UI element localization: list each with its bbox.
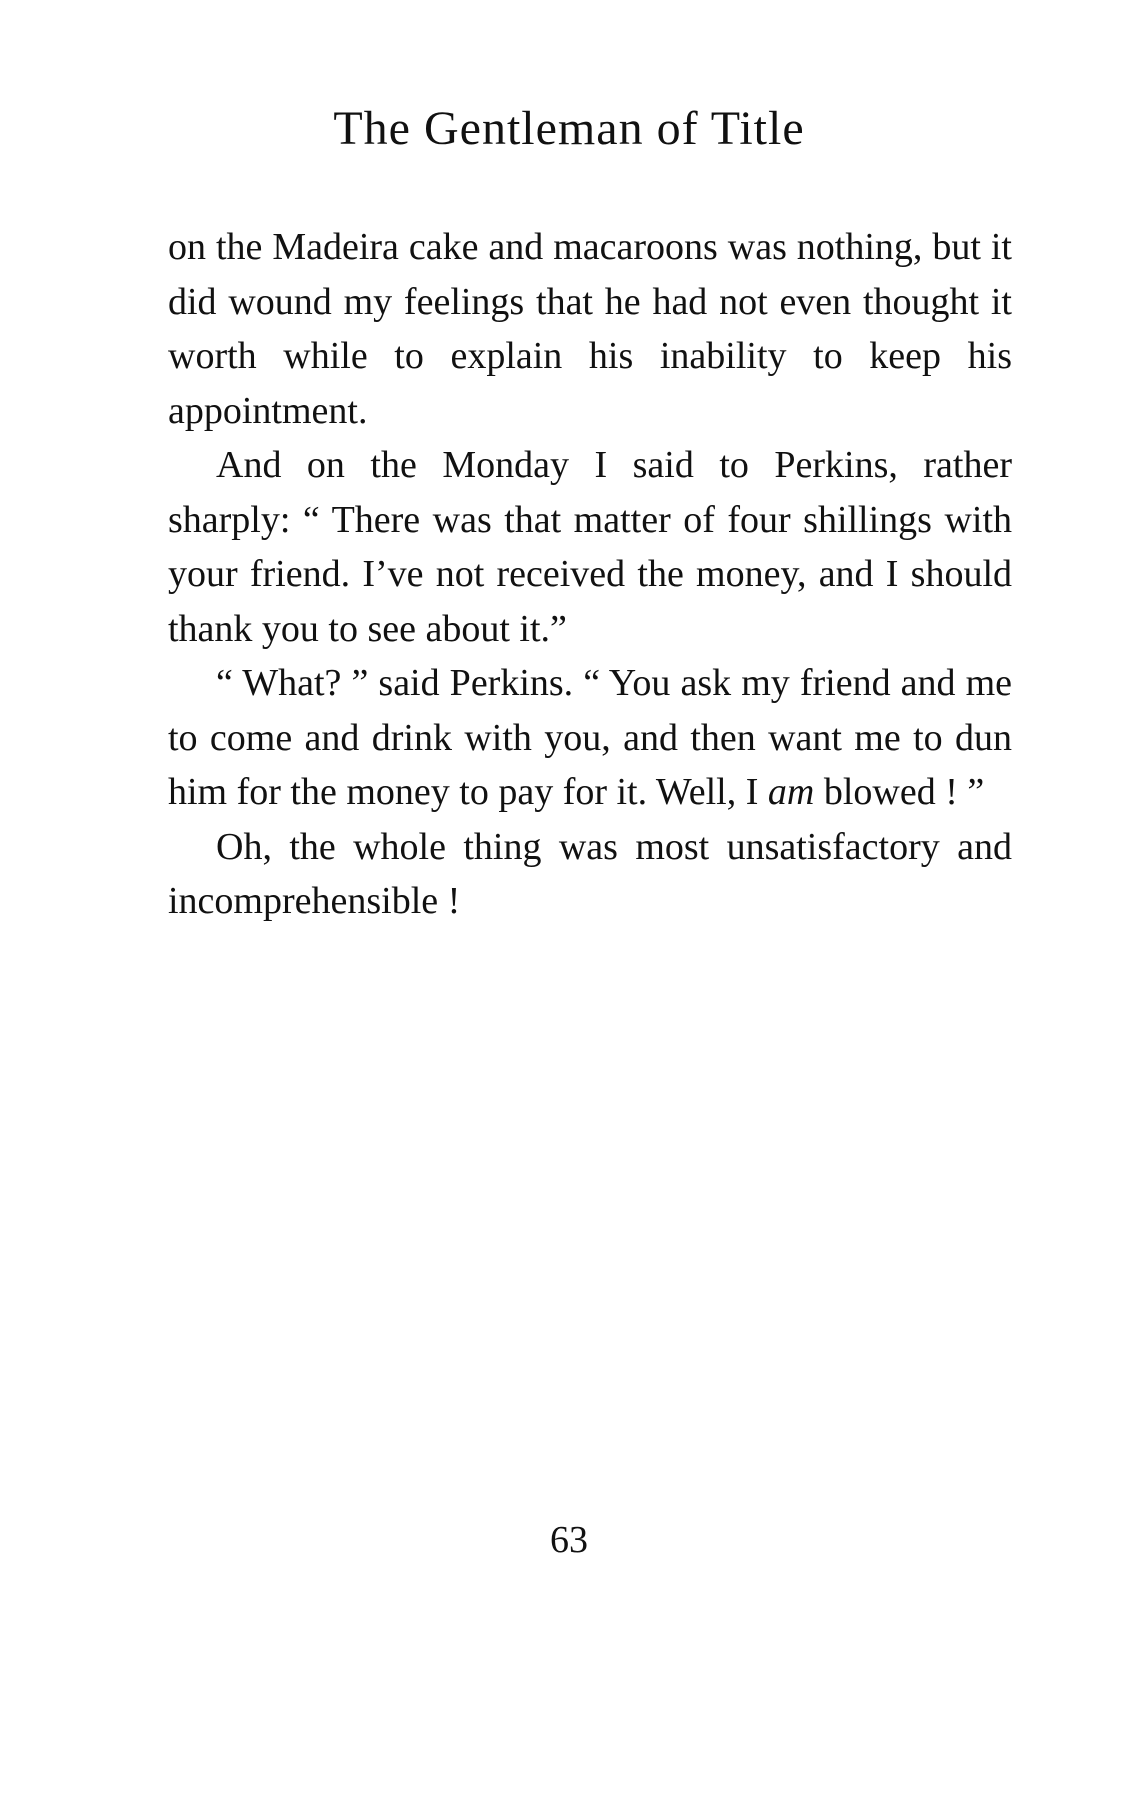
running-title: The Gentleman of Title [333,102,805,155]
emphasis-am: am [767,771,815,813]
paragraph-monday: And on the Monday I said to Perkins, rather sharply: “ There was that matter of four shillings with your friend. I’ve not received the money, and I should thank you to see about it.” [168,444,1012,650]
paragraph-perkins-reply [168,656,1012,820]
body-text [168,220,1012,929]
paragraph-perkins-reply-start: “ What? ” said Perkins. “ You ask my friend and me to come and drink with you, and then want me to dun him for the money to pay for it. Well, I [168,662,1012,813]
page-number: 63 [550,1519,588,1561]
paragraph-continuation: on the Madeira cake and macaroons was nothing, but it did wound my feelings that he had not even thought it worth while to explain his inability to keep his appointment. [168,226,1012,432]
paragraph-conclusion: Oh, the whole thing was most unsatisfactory and incomprehensible ! [168,825,1012,922]
paragraph-perkins-reply-end: blowed ! ” [814,771,985,813]
